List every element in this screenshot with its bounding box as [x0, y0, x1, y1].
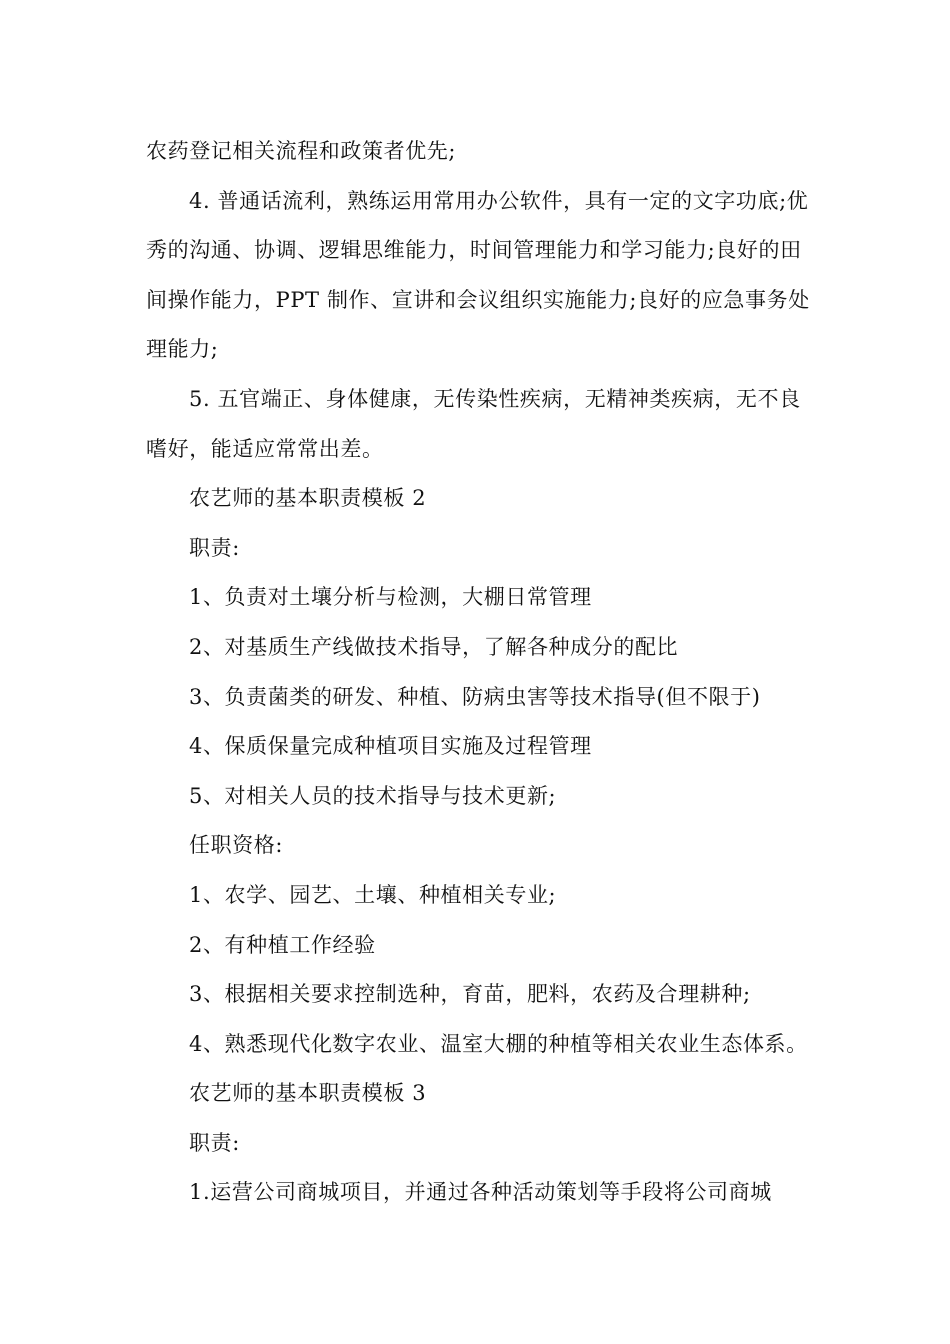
qualification-item-3: 3、根据相关要求控制选种，育苗，肥料，农药及合理耕种;: [189, 982, 751, 1007]
duty-item-4: 4、保质保量完成种植项目实施及过程管理: [189, 734, 592, 759]
duty-item-template-3-1: 1.运营公司商城项目，并通过各种活动策划等手段将公司商城: [189, 1180, 772, 1205]
duty-item-1: 1、负责对土壤分析与检测，大棚日常管理: [189, 585, 592, 610]
duty-item-3: 3、负责菌类的研发、种植、防病虫害等技术指导(但不限于): [189, 684, 761, 709]
paragraph-requirement-4: 4. 普通话流利，熟练运用常用办公软件，具有一定的文字功底;优秀的沟通、协调、逻辑思维能力，时间管理能力和学习能力;良好的田间操作能力，PPT 制作、宣讲和会议组织实施能力;良好的应急事务处理能力;: [146, 188, 810, 362]
qualification-item-1: 1、农学、园艺、土壤、种植相关专业;: [189, 882, 557, 907]
document-body: [146, 127, 812, 1218]
qualification-item-4: 4、熟悉现代化数字农业、温室大棚的种植等相关农业生态体系。: [189, 1031, 808, 1056]
qualification-item-2: 2、有种植工作经验: [189, 932, 376, 957]
duty-item-2: 2、对基质生产线做技术指导，了解各种成分的配比: [189, 634, 679, 659]
qualifications-heading: 任职资格:: [189, 833, 284, 858]
duties-heading-template-3: 职责:: [189, 1130, 240, 1155]
section-heading-template-2: 农艺师的基本职责模板 2: [189, 486, 427, 511]
duty-item-5: 5、对相关人员的技术指导与技术更新;: [189, 783, 557, 808]
paragraph-requirement-5: 5. 五官端正、身体健康，无传染性疾病，无精神类疾病，无不良嗜好，能适应常常出差。: [146, 386, 801, 461]
section-heading-template-3: 农艺师的基本职责模板 3: [189, 1081, 427, 1106]
duties-heading: 职责:: [189, 535, 240, 560]
paragraph-pesticide-registration: 农药登记相关流程和政策者优先;: [146, 139, 457, 163]
